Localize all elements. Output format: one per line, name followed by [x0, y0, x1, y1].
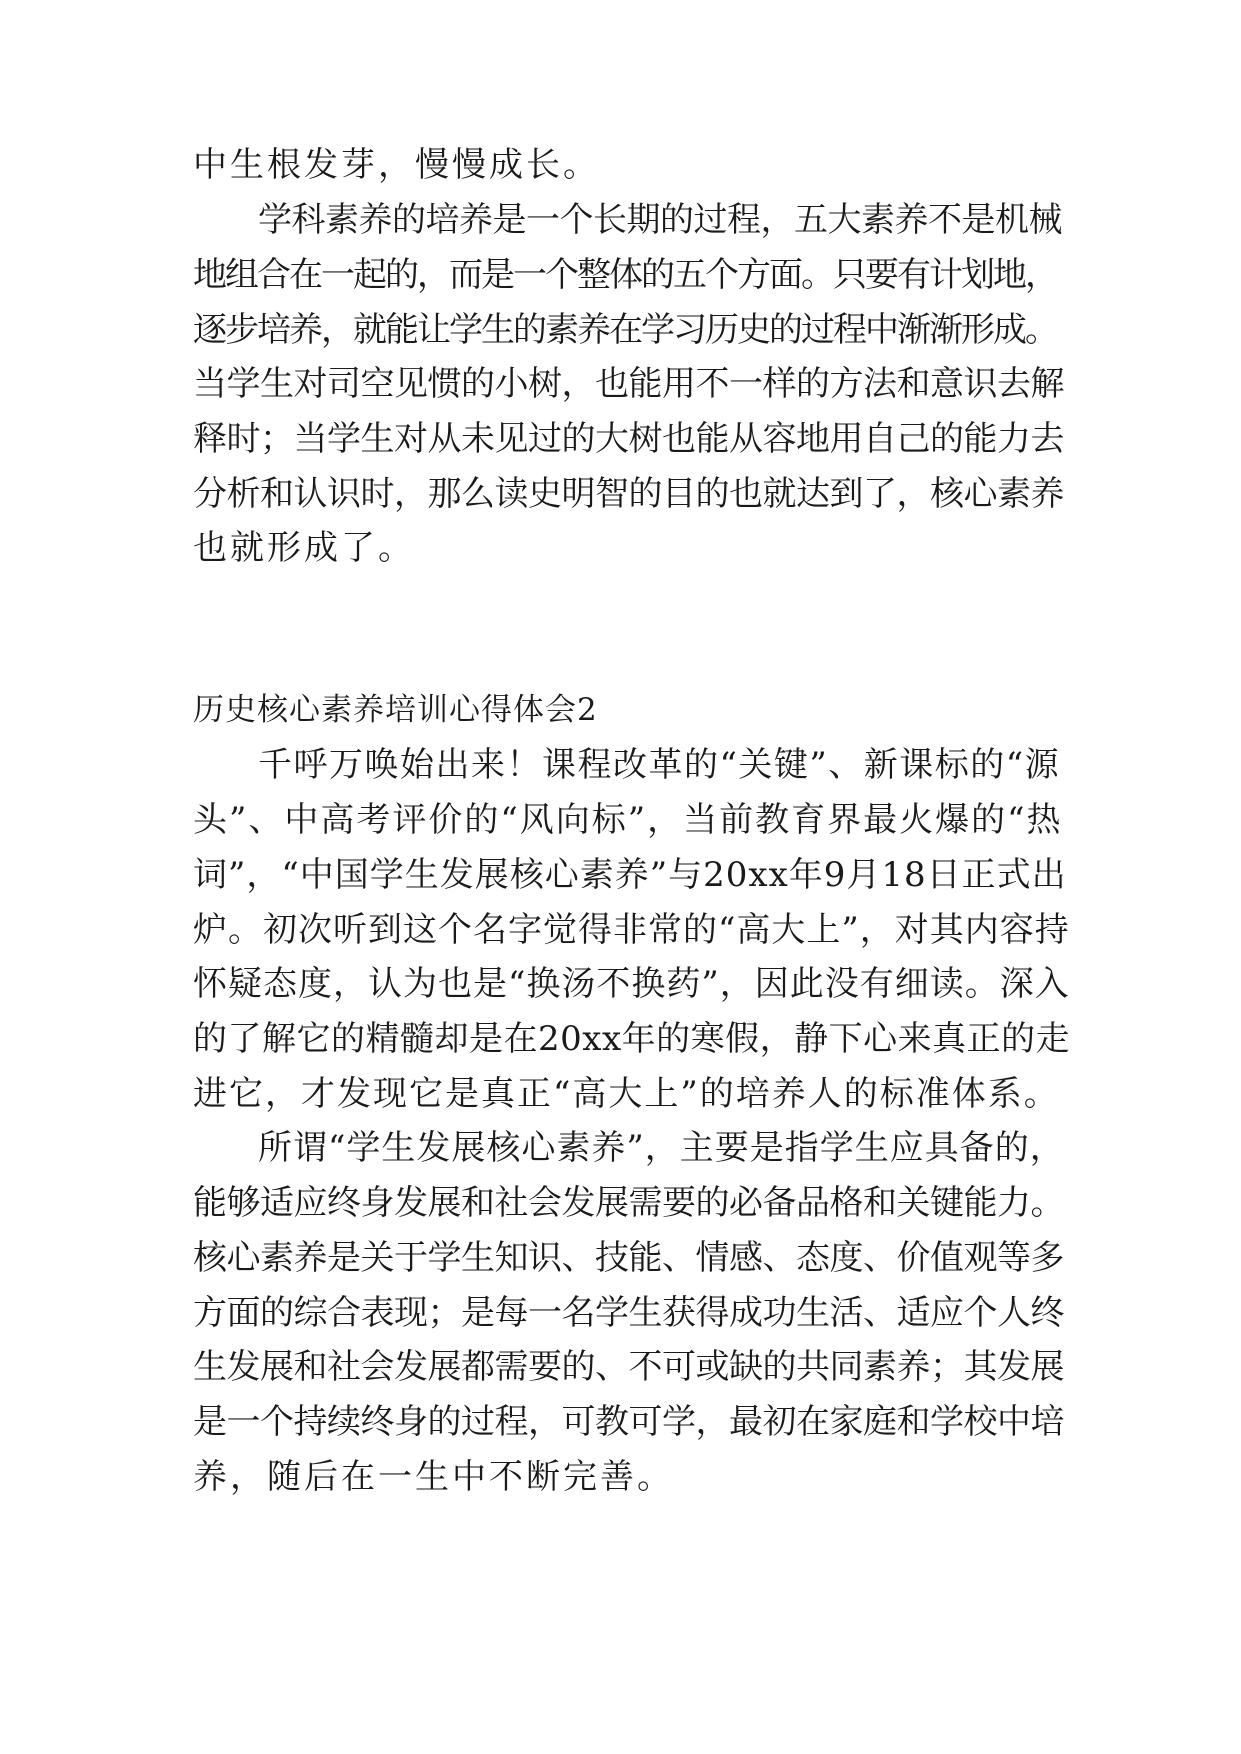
paragraph-line: 进它，才发现它是真正“高大上”的培养人的标准体系。 [193, 1074, 1060, 1114]
paragraph-line: 养，随后在一生中不断完善。 [193, 1457, 674, 1497]
paragraph-line: 中生根发芽，慢慢成长。 [193, 145, 600, 185]
paragraph-line: 所谓“学生发展核心素养”，主要是指学生应具备的， [258, 1128, 1065, 1168]
paragraph-line: 释时；当学生对从未见过的大树也能从容地用自己的能力去 [193, 419, 1064, 459]
paragraph-line: 也就形成了。 [193, 528, 415, 568]
paragraph-line: 能够适应终身发展和社会发展需要的必备品格和关键能力。 [193, 1183, 1064, 1223]
paragraph-line: 怀疑态度，认为也是“换汤不换药”，因此没有细读。深入 [193, 964, 1070, 1004]
paragraph-line: 分析和认识时，那么读史明智的目的也就达到了，核心素养 [193, 474, 1064, 514]
paragraph-line: 逐步培养，就能让学生的素养在学习历史的过程中渐渐形成。 [193, 310, 1057, 350]
paragraph-line: 生发展和社会发展都需要的、不可或缺的共同素养；其发展 [193, 1347, 1064, 1387]
paragraph-line: 是一个持续终身的过程，可教可学，最初在家庭和学校中培 [193, 1402, 1064, 1442]
paragraph-line: 炉。初次听到这个名字觉得非常的“高大上”，对其内容持 [193, 910, 1070, 950]
paragraph-line: 头”、中高考评价的“风向标”，当前教育界最火爆的“热 [193, 800, 1063, 840]
section-heading: 历史核心素养培训心得体会2 [193, 692, 598, 728]
paragraph-line: 学科素养的培养是一个长期的过程，五大素养不是机械 [258, 200, 1062, 240]
paragraph-line: 词”，“中国学生发展核心素养”与20xx年9月18日正式出 [193, 855, 1067, 895]
paragraph-line: 核心素养是关于学生知识、技能、情感、态度、价值观等多 [193, 1238, 1064, 1278]
paragraph-line: 千呼万唤始出来！课程改革的“关键”、新课标的“源 [258, 745, 1061, 785]
paragraph-line: 地组合在一起的，而是一个整体的五个方面。只要有计划地， [193, 255, 1057, 295]
paragraph-line: 当学生对司空见惯的小树，也能用不一样的方法和意识去解 [193, 364, 1064, 404]
paragraph-line: 方面的综合表现；是每一名学生获得成功生活、适应个人终 [193, 1293, 1064, 1333]
paragraph-line: 的了解它的精髓却是在20xx年的寒假，静下心来真正的走 [193, 1019, 1071, 1059]
